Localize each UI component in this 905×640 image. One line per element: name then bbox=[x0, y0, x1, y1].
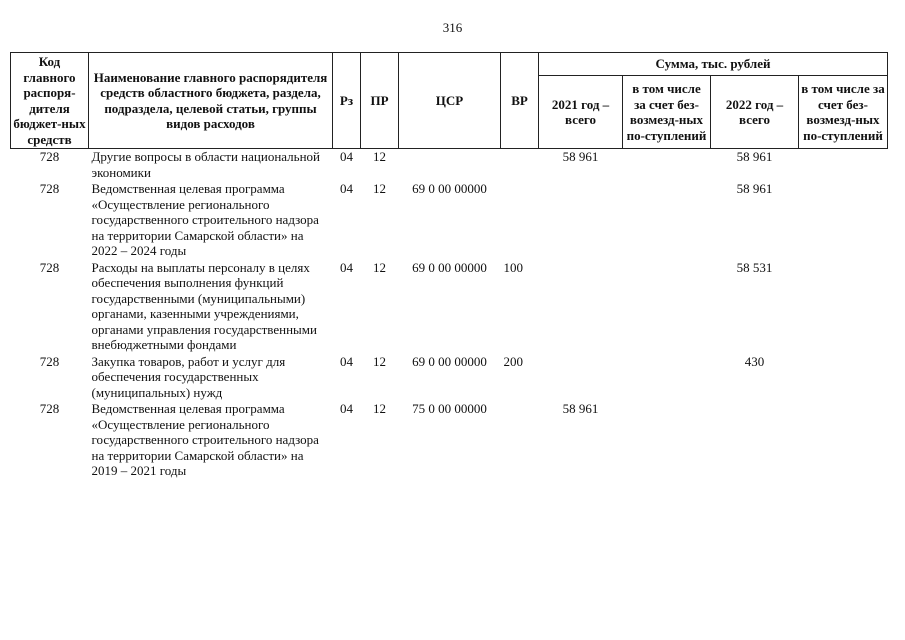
cell-2021-total: 58 961 bbox=[562, 401, 599, 416]
cell-2021-free bbox=[623, 354, 711, 402]
cell-2021-free bbox=[623, 149, 711, 182]
cell-name: Закупка товаров, работ и услуг для обеспечения государственных (муниципальных) нужд bbox=[91, 353, 286, 400]
cell-2021-free bbox=[623, 181, 711, 260]
header-code: Код главного распоря-дителя бюджет-ных средств bbox=[11, 53, 89, 149]
cell-2021-total: 58 961 bbox=[562, 149, 599, 164]
cell-vr: 200 bbox=[503, 353, 523, 369]
cell-name: Другие вопросы в области национальной экономики bbox=[91, 149, 320, 180]
header-rz: Рз bbox=[333, 53, 361, 149]
cell-csr: 69 0 00 00000 bbox=[412, 259, 487, 275]
cell-2022-total: 58 961 bbox=[736, 149, 773, 164]
header-pr: ПР bbox=[361, 53, 399, 149]
cell-pr: 12 bbox=[373, 181, 386, 196]
cell-rz: 04 bbox=[340, 259, 353, 275]
cell-code: 728 bbox=[39, 353, 60, 369]
cell-csr: 69 0 00 00000 bbox=[412, 181, 487, 196]
cell-rz: 04 bbox=[340, 353, 353, 369]
cell-2022-total: 58 531 bbox=[736, 259, 773, 275]
cell-name: Ведомственная целевая программа «Осуществление регионального государственного строительного надзора на территории Самарской области» на 2022 – 2024 годы bbox=[91, 181, 319, 258]
cell-vr bbox=[501, 181, 539, 260]
cell-vr: 100 bbox=[503, 259, 523, 275]
cell-rz: 04 bbox=[340, 401, 353, 416]
table-row bbox=[11, 260, 888, 354]
header-2022-free: в том числе за счет без-возмезд-ных по-ступлений bbox=[799, 76, 888, 149]
header-2021-free: в том числе за счет без-возмезд-ных по-ступлений bbox=[623, 76, 711, 149]
cell-2021-free bbox=[623, 401, 711, 480]
cell-vr bbox=[501, 401, 539, 480]
cell-2021-total bbox=[539, 354, 623, 402]
cell-code: 728 bbox=[39, 181, 60, 196]
cell-rz: 04 bbox=[340, 149, 353, 164]
cell-rz: 04 bbox=[340, 181, 353, 196]
cell-2021-total bbox=[539, 260, 623, 354]
cell-name: Ведомственная целевая программа «Осуществление регионального государственного строительного надзора на территории Самарской области» на 2019 – 2021 годы bbox=[91, 401, 319, 478]
cell-2021-total bbox=[539, 181, 623, 260]
cell-2022-free bbox=[799, 181, 888, 260]
cell-2021-free bbox=[623, 260, 711, 354]
cell-name: Расходы на выплаты персоналу в целях обеспечения выполнения функций государственными (муниципальными) органами, казенными учреждениями, органами управления государственными внебюджетными фондами bbox=[91, 259, 317, 352]
cell-csr bbox=[399, 149, 501, 182]
cell-pr: 12 bbox=[373, 353, 386, 369]
cell-2022-total bbox=[711, 401, 799, 480]
header-name: Наименование главного распорядителя средств областного бюджета, раздела, подраздела, целевой статьи, группы видов расходов bbox=[89, 53, 333, 149]
cell-2022-total: 58 961 bbox=[736, 181, 773, 196]
cell-2022-free bbox=[799, 401, 888, 480]
cell-2022-free bbox=[799, 354, 888, 402]
cell-csr: 75 0 00 00000 bbox=[412, 401, 487, 416]
cell-code: 728 bbox=[39, 149, 60, 164]
table-header bbox=[11, 53, 888, 149]
cell-code: 728 bbox=[39, 401, 60, 416]
header-2022-total: 2022 год – всего bbox=[711, 76, 799, 149]
table-row bbox=[11, 354, 888, 402]
table-body bbox=[11, 149, 888, 480]
header-sum: Сумма, тыс. рублей bbox=[539, 53, 888, 76]
budget-table bbox=[10, 52, 888, 480]
cell-2022-total: 430 bbox=[744, 353, 765, 369]
table-row bbox=[11, 181, 888, 260]
cell-pr: 12 bbox=[373, 149, 386, 164]
cell-2022-free bbox=[799, 149, 888, 182]
header-2021-total: 2021 год – всего bbox=[539, 76, 623, 149]
page-number: 316 bbox=[442, 20, 463, 35]
cell-csr: 69 0 00 00000 bbox=[412, 353, 487, 369]
cell-pr: 12 bbox=[373, 259, 386, 275]
cell-vr bbox=[501, 149, 539, 182]
cell-2022-free bbox=[799, 260, 888, 354]
cell-code: 728 bbox=[39, 259, 60, 275]
table-row bbox=[11, 401, 888, 480]
header-csr: ЦСР bbox=[399, 53, 501, 149]
cell-pr: 12 bbox=[373, 401, 386, 416]
table-row bbox=[11, 149, 888, 182]
header-vr: ВР bbox=[501, 53, 539, 149]
